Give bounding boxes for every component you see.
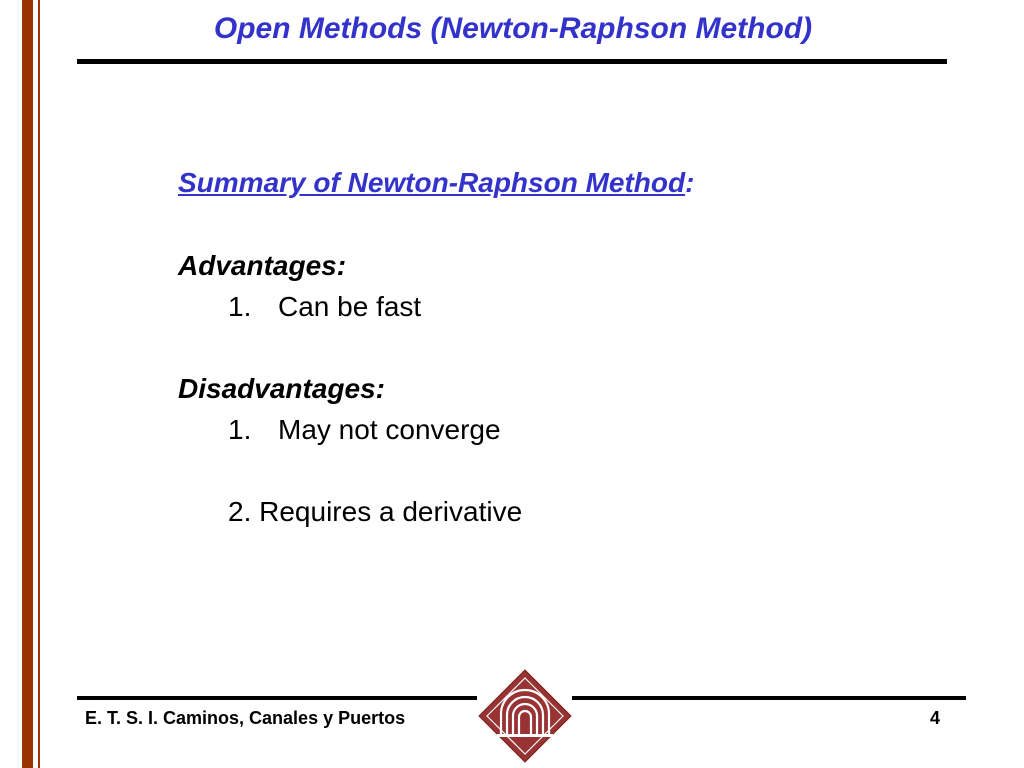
disadvantage-item-number: 1. — [228, 414, 252, 445]
disadvantage-item-text: Requires a derivative — [259, 496, 523, 527]
sidebar-line — [38, 0, 40, 768]
footer-institution: E. T. S. I. Caminos, Canales y Puertos — [85, 708, 406, 728]
disadvantage-item — [228, 496, 522, 528]
page-number: 4 — [930, 708, 941, 728]
title-rule — [77, 59, 947, 64]
disadvantage-item-text: May not converge — [278, 414, 501, 445]
advantage-item-text: Can be fast — [278, 291, 422, 322]
school-emblem-icon — [477, 668, 573, 764]
sidebar-bar — [22, 0, 33, 768]
advantages-heading: Advantages: — [178, 250, 347, 281]
summary-heading — [178, 167, 694, 199]
summary-heading-text: Summary of Newton-Raphson Method — [178, 167, 686, 198]
disadvantage-item — [228, 414, 501, 446]
slide-title: Open Methods (Newton-Raphson Method) — [213, 12, 813, 45]
footer-rule-right — [572, 696, 966, 700]
disadvantage-item-number: 2. — [228, 496, 252, 527]
summary-colon: : — [685, 167, 695, 198]
disadvantages-heading: Disadvantages: — [178, 373, 385, 404]
advantage-item — [228, 291, 421, 323]
footer-rule-left — [77, 696, 477, 700]
advantage-item-number: 1. — [228, 291, 252, 322]
